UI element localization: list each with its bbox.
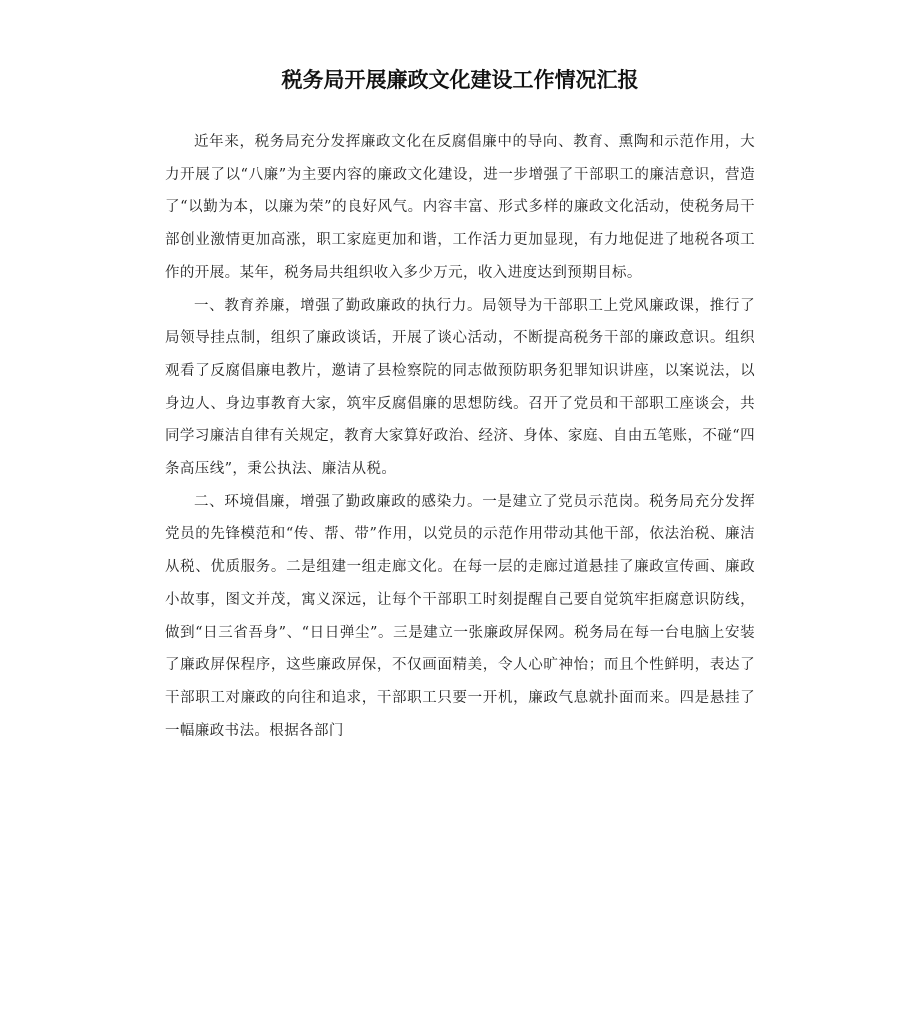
document-title: 税务局开展廉政文化建设工作情况汇报	[281, 68, 639, 92]
document-body	[165, 126, 755, 747]
paragraph-section-two: 二、环境倡廉，增强了勤政廉政的感染力。一是建立了党员示范岗。税务局充分发挥党员的先锋模范和“传、帮、带”作用，以党员的示范作用带动其他干部，依法治税、廉洁从税、优质服务。二是组建一组走廊文化。在每一层的走廊过道悬挂了廉政宣传画、廉政小故事，图文并茂，寓义深远，让每个干部职工时刻提醒自己要自觉筑牢拒腐意识防线，做到“日三省吾身”、“日日弹尘”。三是建立一张廉政屏保网。税务局在每一台电脑上安装了廉政屏保程序，这些廉政屏保，不仅画面精美，令人心旷神怡；而且个性鲜明，表达了干部职工对廉政的向往和追求，干部职工只要一开机，廉政气息就扑面而来。四是悬挂了一幅廉政书法。根据各部门	[165, 493, 755, 739]
paragraph-intro: 近年来，税务局充分发挥廉政文化在反腐倡廉中的导向、教育、熏陶和示范作用，大力开展了以“八廉”为主要内容的廉政文化建设，进一步增强了干部职工的廉洁意识，营造了“以勤为本，以廉为荣”的良好风气。内容丰富、形式多样的廉政文化活动，使税务局干部创业激情更加高涨，职工家庭更加和谐，工作活力更加显现，有力地促进了地税各项工作的开展。某年，税务局共组织收入多少万元，收入进度达到预期目标。	[165, 134, 755, 281]
paragraph-section-one: 一、教育养廉，增强了勤政廉政的执行力。局领导为干部职工上党风廉政课，推行了局领导挂点制，组织了廉政谈话，开展了谈心活动，不断提高税务干部的廉政意识。组织观看了反腐倡廉电教片，邀请了县检察院的同志做预防职务犯罪知识讲座，以案说法，以身边人、身边事教育大家，筑牢反腐倡廉的思想防线。召开了党员和干部职工座谈会，共同学习廉洁自律有关规定，教育大家算好政治、经济、身体、家庭、自由五笔账，不碰“四条高压线”，秉公执法、廉洁从税。	[165, 297, 755, 478]
